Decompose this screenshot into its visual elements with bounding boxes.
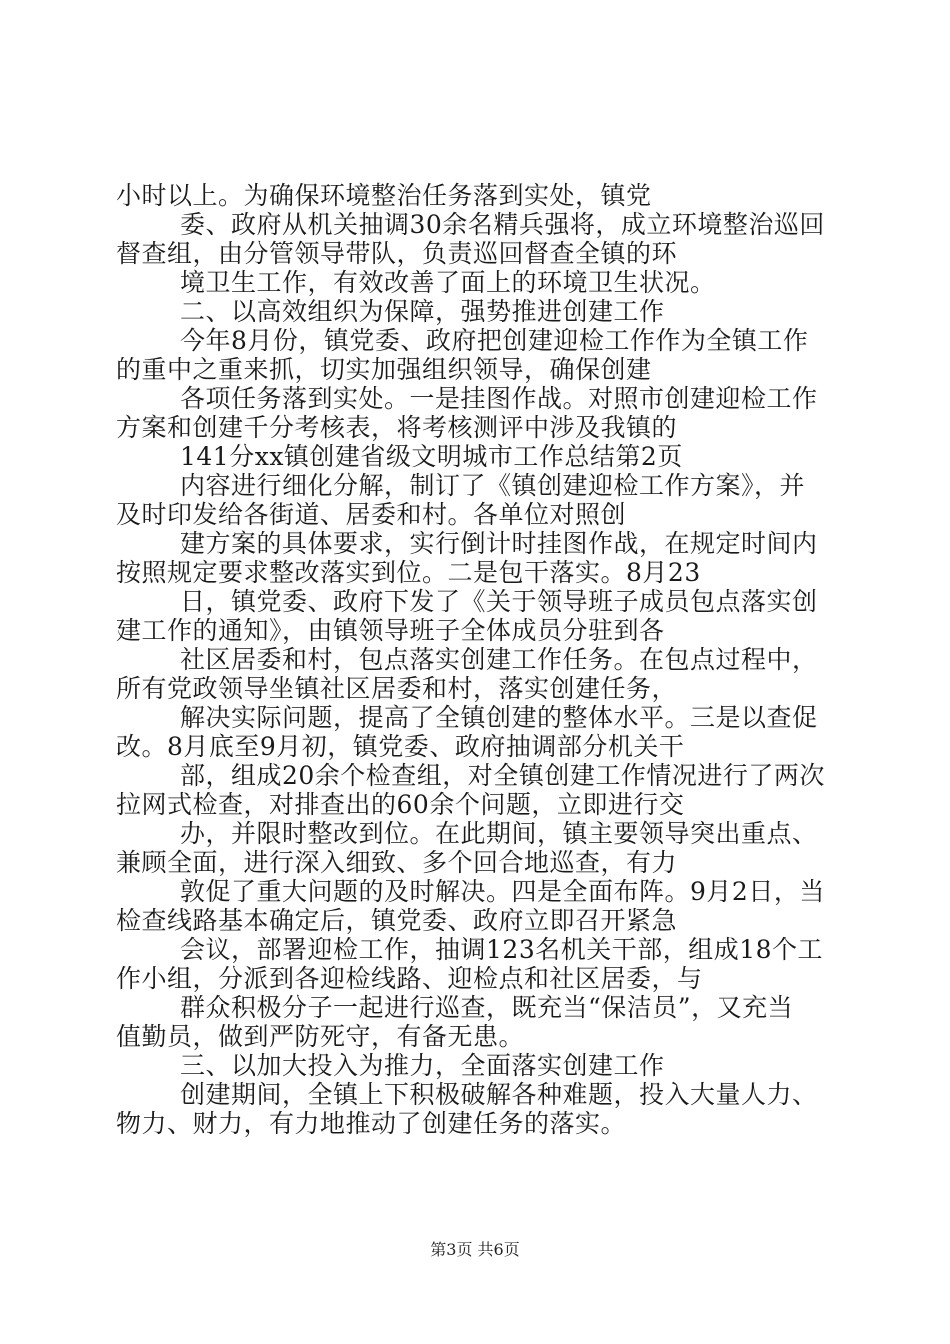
text-line: 群众积极分子一起进行巡查，既充当“保洁员”，又充当 bbox=[180, 993, 794, 1022]
text-line: 方案和创建千分考核表，将考核测评中涉及我镇的 bbox=[116, 413, 678, 442]
text-line: 境卫生工作，有效改善了面上的环境卫生状况。 bbox=[180, 268, 716, 297]
text-line: 检查线路基本确定后，镇党委、政府立即召开紧急 bbox=[116, 906, 678, 935]
text-line: 及时印发给各街道、居委和村。各单位对照创 bbox=[116, 500, 627, 529]
text-line: 社区居委和村，包点落实创建工作任务。在包点过程中， bbox=[180, 645, 818, 674]
text-line: 拉网式检查，对排查出的60余个问题，立即进行交 bbox=[116, 790, 685, 819]
section-heading: 三、以加大投入为推力，全面落实创建工作 bbox=[180, 1051, 665, 1080]
text-line: 建方案的具体要求，实行倒计时挂图作战，在规定时间内 bbox=[180, 529, 818, 558]
section-heading: 二、以高效组织为保障，强势推进创建工作 bbox=[180, 297, 665, 326]
text-line: 解决实际问题，提高了全镇创建的整体水平。三是以查促 bbox=[180, 703, 818, 732]
text-line: 按照规定要求整改落实到位。二是包干落实。8月23 bbox=[116, 558, 701, 587]
text-line: 作小组，分派到各迎检线路、迎检点和社区居委，与 bbox=[116, 964, 703, 993]
text-line: 日，镇党委、政府下发了《关于领导班子成员包点落实创 bbox=[180, 587, 818, 616]
text-line: 所有党政领导坐镇社区居委和村，落实创建任务， bbox=[116, 674, 678, 703]
text-line: 兼顾全面，进行深入细致、多个回合地巡查，有力 bbox=[116, 848, 678, 877]
text-line: 的重中之重来抓，切实加强组织领导，确保创建 bbox=[116, 355, 652, 384]
text-line: 各项任务落到实处。一是挂图作战。对照市创建迎检工作 bbox=[180, 384, 818, 413]
text-line: 改。8月底至9月初，镇党委、政府抽调部分机关干 bbox=[116, 732, 685, 761]
text-line: 督查组，由分管领导带队，负责巡回督查全镇的环 bbox=[116, 239, 678, 268]
text-line: 141分xx镇创建省级文明城市工作总结第2页 bbox=[180, 442, 683, 471]
text-line: 办，并限时整改到位。在此期间，镇主要领导突出重点、 bbox=[180, 819, 818, 848]
text-line: 创建期间，全镇上下积极破解各种难题，投入大量人力、 bbox=[180, 1080, 818, 1109]
text-line: 内容进行细化分解，制订了《镇创建迎检工作方案》，并 bbox=[180, 471, 806, 500]
text-line: 值勤员，做到严防死守，有备无患。 bbox=[116, 1022, 525, 1051]
text-line: 委、政府从机关抽调30余名精兵强将，成立环境整治巡回 bbox=[180, 210, 825, 239]
text-line: 会议，部署迎检工作，抽调123名机关干部，组成18个工 bbox=[180, 935, 824, 964]
text-line: 小时以上。为确保环境整治任务落到实处，镇党 bbox=[116, 181, 652, 210]
text-line: 建工作的通知》，由镇领导班子全体成员分驻到各 bbox=[116, 616, 665, 645]
text-line: 敦促了重大问题的及时解决。四是全面布阵。9月2日，当 bbox=[180, 877, 825, 906]
page-number-footer: 第3页 共6页 bbox=[430, 1240, 520, 1259]
text-line: 今年8月份，镇党委、政府把创建迎检工作作为全镇工作 bbox=[180, 326, 809, 355]
text-line: 物力、财力，有力地推动了创建任务的落实。 bbox=[116, 1109, 627, 1138]
text-line: 部，组成20余个检查组，对全镇创建工作情况进行了两次 bbox=[180, 761, 825, 790]
